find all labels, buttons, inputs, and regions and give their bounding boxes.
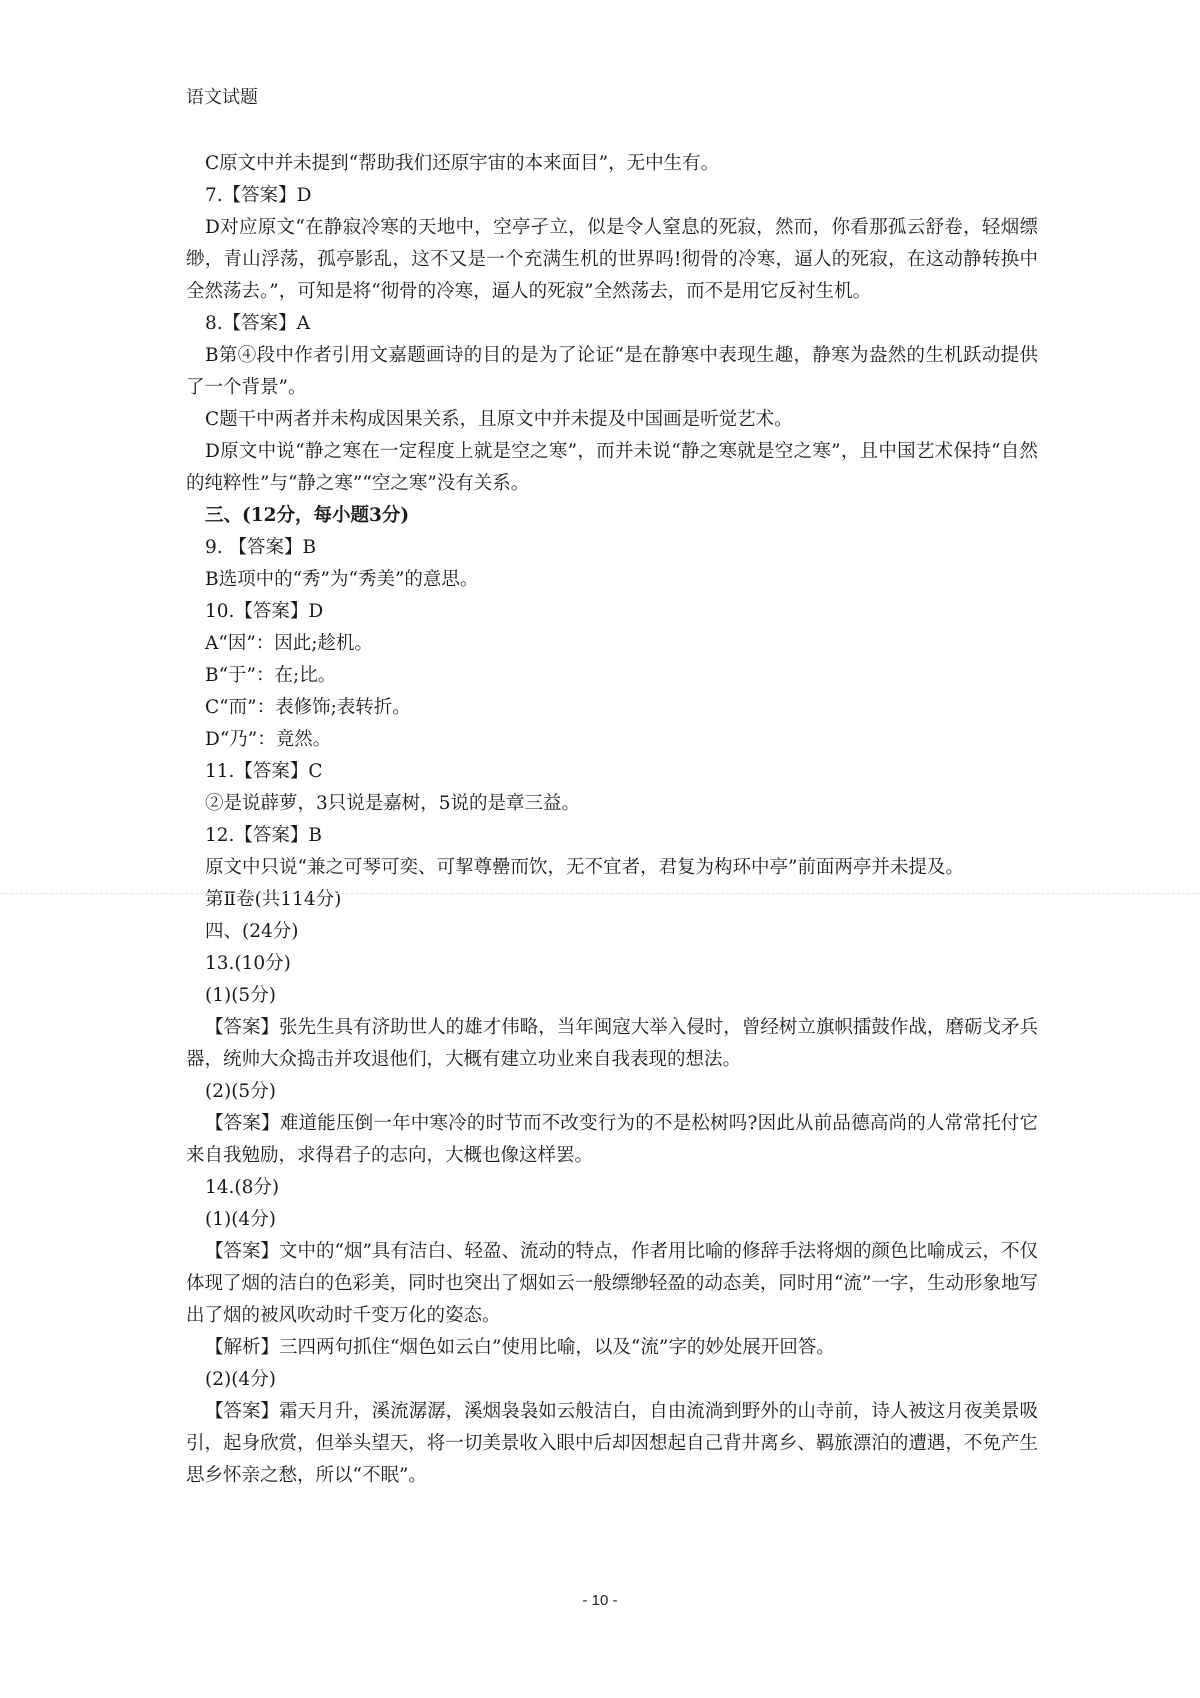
section-heading: 第Ⅱ卷(共114分) xyxy=(205,889,342,910)
document-body xyxy=(186,148,1038,1492)
answer-line: 11.【答案】C xyxy=(205,761,323,782)
paragraph: 【答案】文中的“烟”具有洁白、轻盈、流动的特点，作者用比喻的修辞手法将烟的颜色比喻成云，不仅体现了烟的洁白的色彩美，同时也突出了烟如云一般缥缈轻盈的动态美，同时用“流”一字，生动形象地写出了烟的被风吹动时千变万化的姿态。 xyxy=(186,1241,1038,1326)
text-line: C“而”：表修饰;表转折。 xyxy=(205,697,411,718)
answer-line: 7.【答案】D xyxy=(205,185,312,206)
text-line: 【解析】三四两句抓住“烟色如云白”使用比喻，以及“流”字的妙处展开回答。 xyxy=(205,1337,835,1358)
sub-question: (1)(4分) xyxy=(205,1209,276,1230)
answer-line: 12.【答案】B xyxy=(205,825,323,846)
paragraph: 【答案】难道能压倒一年中寒冷的时节而不改变行为的不是松树吗?因此从前品德高尚的人常常托付它来自我勉励，求得君子的志向，大概也像这样罢。 xyxy=(186,1113,1038,1166)
text-line: ②是说薜萝，3只说是嘉树，5说的是章三益。 xyxy=(205,793,581,814)
paragraph: D原文中说“静之寒在一定程度上就是空之寒”，而并未说“静之寒就是空之寒”，且中国艺术保持“自然的纯粹性”与“静之寒”“空之寒”没有关系。 xyxy=(186,441,1038,494)
question-number: 13.(10分) xyxy=(205,953,291,974)
paragraph: 【答案】霜天月升，溪流潺潺，溪烟袅袅如云般洁白，自由流淌到野外的山寺前，诗人被这月夜美景吸引，起身欣赏，但举头望天，将一切美景收入眼中后却因想起自己背井离乡、羁旅漂泊的遭遇，不免产生思乡怀亲之愁，所以“不眠”。 xyxy=(186,1401,1038,1486)
paragraph: D对应原文“在静寂冷寒的天地中，空亭孑立，似是令人窒息的死寂，然而，你看那孤云舒卷，轻烟缥缈，青山浮荡，孤亭影乱，这不又是一个充满生机的世界吗!彻骨的冷寒，逼人的死寂，在这动静转换中全然荡去。”，可知是将“彻骨的冷寒，逼人的死寂”全然荡去，而不是用它反衬生机。 xyxy=(186,217,1038,302)
paragraph: B第④段中作者引用文嘉题画诗的目的是为了论证“是在静寒中表现生趣，静寒为盎然的生机跃动提供了一个背景”。 xyxy=(186,345,1038,398)
section-heading: 四、(24分) xyxy=(205,921,299,942)
paragraph: 原文中只说“兼之可琴可奕、可挈尊罍而饮，无不宜者，君复为构环中亭”前面两亭并未提及。 xyxy=(205,857,964,878)
answer-line: 8.【答案】A xyxy=(205,313,311,334)
text-line: C原文中并未提到“帮助我们还原宇宙的本来面目”，无中生有。 xyxy=(205,153,720,174)
sub-question: (2)(4分) xyxy=(205,1369,276,1390)
question-number: 14.(8分) xyxy=(205,1177,280,1198)
text-line: C题干中两者并未构成因果关系，且原文中并未提及中国画是听觉艺术。 xyxy=(205,409,793,430)
page-number: - 10 - xyxy=(582,1592,618,1609)
sub-question: (2)(5分) xyxy=(205,1081,276,1102)
page-header: 语文试题 xyxy=(186,87,258,108)
page-divider xyxy=(0,893,1200,894)
sub-question: (1)(5分) xyxy=(205,985,276,1006)
answer-line: 10.【答案】D xyxy=(205,601,324,622)
text-line: B选项中的“秀”为“秀美”的意思。 xyxy=(205,569,479,590)
answer-line: 9. 【答案】B xyxy=(205,537,317,558)
text-line: D“乃”：竟然。 xyxy=(205,729,332,750)
section-heading: 三、(12分，每小题3分) xyxy=(205,505,410,526)
paragraph: 【答案】张先生具有济助世人的雄才伟略，当年闽寇大举入侵时，曾经树立旗帜擂鼓作战，磨砺戈矛兵器，统帅大众捣击并攻退他们，大概有建立功业来自我表现的想法。 xyxy=(186,1017,1038,1070)
text-line: B“于”：在;比。 xyxy=(205,665,337,686)
text-line: A“因”：因此;趁机。 xyxy=(205,633,374,654)
